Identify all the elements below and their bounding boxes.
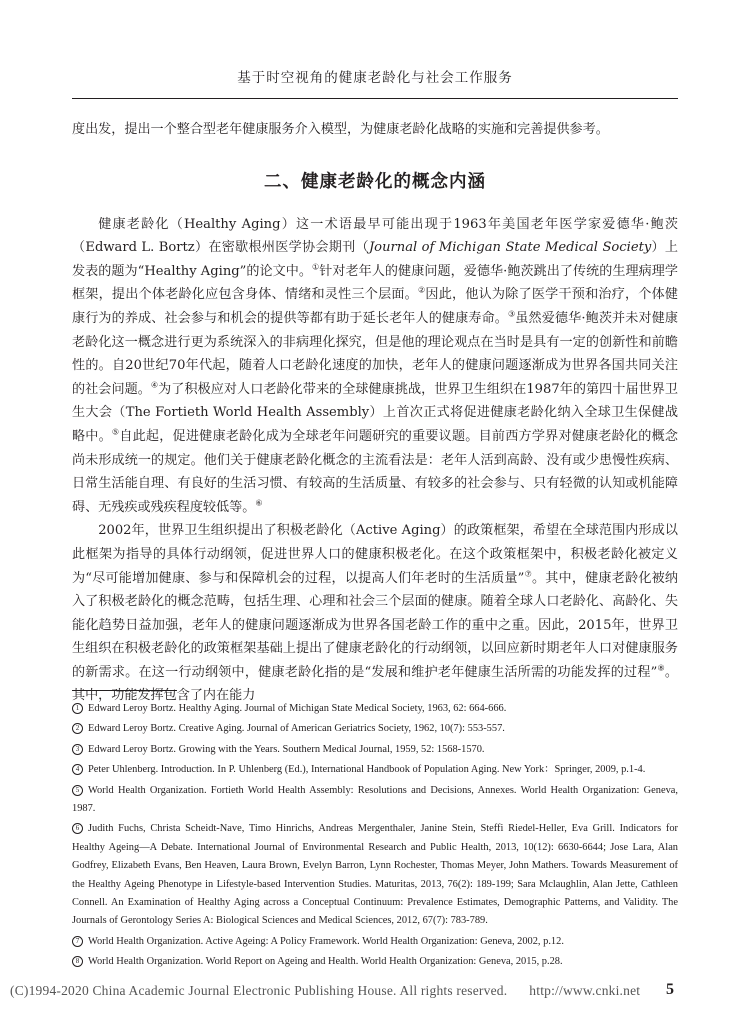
p2-text-2: 。其中，健康老龄化被纳入了积极老龄化的概念范畴，包括生理、心理和社会三个层面的健康。随着全球人口老龄化、高龄化、失能化趋势日益加强，老年人的健康问题逐渐成为世界各国老龄工作的重中之重。因此，2015年，世界卫生组织在积极老龄化的政策框架基础上提出了健康老龄化的行动纲领，以回应新时期老年人口对健康服务的新需求。在这一行动纲领中，健康老龄化指的是“发展和维护老年健康生活所需的功能发挥的过程” — [72, 570, 679, 680]
footnote-text: World Health Organization. Fortieth World Health Assembly: Resolutions and Decisions, Annexes. World Health Organization: Geneva, 1987. — [72, 784, 678, 815]
footnote-2 — [72, 720, 678, 738]
header-rule — [72, 98, 678, 99]
paragraph-2 — [72, 519, 678, 708]
footnote-number: 6 — [72, 823, 83, 834]
footnote-text: Judith Fuchs, Christa Scheidt-Nave, Timo Hinrichs, Andreas Mergenthaler, Janine Stein, Steffi Riedel-Heller, Eva Grill. Indicators for Healthy Ageing—A Debate. International Journal of Environmental Research and Public Health, 2013, 10(12): 6630-6644; Jose Lara, Alan Godfrey, Elizabeth Evans, Ben Heaven, Laura Brown, Evelyn Barron, Lynn Rochester, Thomas Meyer, John Mathers. Towards Measurement of the Healthy Ageing Phenotype in Lifestyle-based Intervention Studies. Maturitas, 2013, 76(2): 189-199; Sara Mclaughlin, Alan Jette, Cathleen Connell. An Examination of Healthy Aging across a Conceptual Continuum: Prevalence Estimates, Demographic Patterns, and Validity. The Journals of Gerontology Series A: Biological Sciences and Medical Sciences, 2012, 67(7): 783-789. — [72, 823, 678, 927]
p1-text-6: 为了积极应对人口老龄化带来的全球健康挑战，世界卫生组织在1987年的第四十届世界卫生大会（The Fortieth World Health Assembly）上首次正式将促进健康老龄化纳入全球卫生保健战略中。 — [72, 381, 679, 444]
footnote-number: 5 — [72, 785, 83, 796]
footnote-ref-8[interactable]: ⑧ — [657, 663, 665, 673]
journal-title: Journal of Michigan State Medical Society — [368, 240, 652, 256]
p1-text-5: 虽然爱德华·鲍茨并未对健康老龄化这一概念进行更为系统深入的非病理化探究，但是他的理论观点在当时是具有一定的创新性和前瞻性的。自20世纪70年代起，随着人口老龄化速度的加快，老年人的健康问题逐渐成为世界各国共同关注的社会问题。 — [72, 310, 679, 397]
footnote-number: 3 — [72, 744, 83, 755]
footnote-text: Edward Leroy Bortz. Healthy Aging. Journal of Michigan State Medical Society, 1963, 62: 664-666. — [88, 703, 507, 714]
footnote-1 — [72, 700, 678, 718]
footnote-number: 4 — [72, 764, 83, 775]
footnote-ref-7[interactable]: ⑦ — [524, 569, 532, 579]
section-heading: 二、健康老龄化的概念内涵 — [264, 171, 486, 192]
page-footer — [10, 983, 650, 999]
footnote-text: Edward Leroy Bortz. Creative Aging. Journal of American Geriatrics Society, 1962, 10(7): 553-557. — [88, 723, 505, 735]
cnki-link[interactable]: http://www.cnki.net — [529, 983, 641, 998]
p1-text-7: 自此起，促进健康老龄化成为全球老年问题研究的重要议题。目前西方学界对健康老龄化的概念尚未形成统一的规定。他们关于健康老龄化概念的主流看法是：老年人活到高龄、没有或少患慢性疾病、日常生活能自理、有良好的生活习惯、有较高的生活质量、有较多的社会参与、只有轻微的认知或机能障碍、无残疾或残疾程度较低等。 — [72, 428, 679, 515]
footnote-ref-2[interactable]: ② — [418, 286, 426, 296]
copyright-notice: (C)1994-2020 China Academic Journal Electronic Publishing House. All rights reserved. — [10, 983, 508, 998]
footnote-number: 8 — [72, 956, 83, 967]
intro-line: 度出发，提出一个整合型老年健康服务介入模型，为健康老龄化战略的实施和完善提供参考。 — [72, 122, 609, 137]
footnote-ref-4[interactable]: ④ — [150, 380, 159, 390]
p1-text-3: 针对老年人的健康问题，爱德华·鲍茨跳出了传统的生理病理学框架，提出个体老龄化应包含身体、情绪和灵性三个层面。 — [72, 263, 678, 303]
page-number: 5 — [666, 981, 674, 998]
footnote-ref-1[interactable]: ① — [312, 262, 320, 272]
footnote-text: World Health Organization. World Report on Ageing and Health. World Health Organization: Geneva, 2015, p.28. — [88, 956, 563, 968]
footnote-4 — [72, 761, 678, 779]
footnote-text: Peter Uhlenberg. Introduction. In P. Uhlenberg (Ed.), International Handbook of Population Aging. New York：Springer, 2009, p.1-4. — [88, 764, 646, 776]
footnote-number: 7 — [72, 936, 83, 947]
footnote-number: 2 — [72, 723, 83, 734]
running-head: 基于时空视角的健康老龄化与社会工作服务 — [237, 70, 513, 86]
footnote-rule — [72, 690, 177, 691]
footnote-ref-6[interactable]: ⑥ — [255, 498, 263, 508]
footnotes — [72, 700, 678, 974]
footnote-6 — [72, 820, 678, 930]
p2-text-1: 2002年，世界卫生组织提出了积极老龄化（Active Aging）的政策框架，希望在全球范围内形成以此框架为指导的具体行动纲领，促进世界人口的健康积极老化。在这个政策框架中，积极老龄化被定义为“尽可能增加健康、参与和保障机会的过程，以提高人们年老时的生活质量” — [72, 523, 678, 586]
main-text — [72, 118, 678, 708]
footnote-ref-5[interactable]: ⑤ — [111, 427, 120, 437]
paragraph-1 — [72, 213, 678, 520]
footnote-7 — [72, 933, 678, 951]
p1-text-2: ）上发表的题为“Healthy Aging”的论文中。 — [72, 240, 678, 279]
footnote-5 — [72, 782, 678, 819]
p2-text-3: 。其中，功能发挥包含了内在能力 — [72, 664, 678, 704]
footnote-text: World Health Organization. Active Ageing: A Policy Framework. World Health Organization: Geneva, 2002, p.12. — [88, 935, 564, 947]
footnote-number: 1 — [72, 703, 83, 714]
footnote-8 — [72, 953, 678, 971]
footnote-3 — [72, 741, 678, 759]
footnote-ref-3[interactable]: ③ — [508, 309, 516, 319]
footnote-text: Edward Leroy Bortz. Growing with the Years. Southern Medical Journal, 1959, 52: 1568-1570. — [88, 743, 485, 755]
p1-text-1: 健康老龄化（Healthy Aging）这一术语最早可能出现于1963年美国老年医学家爱德华·鲍茨（Edward L. Bortz）在密歇根州医学协会期刊（ — [72, 216, 678, 256]
p1-text-4: 因此，他认为除了医学干预和治疗，个体健康行为的养成、社会参与和机会的提供等都有助于延长老年人的健康寿命。 — [72, 287, 679, 326]
